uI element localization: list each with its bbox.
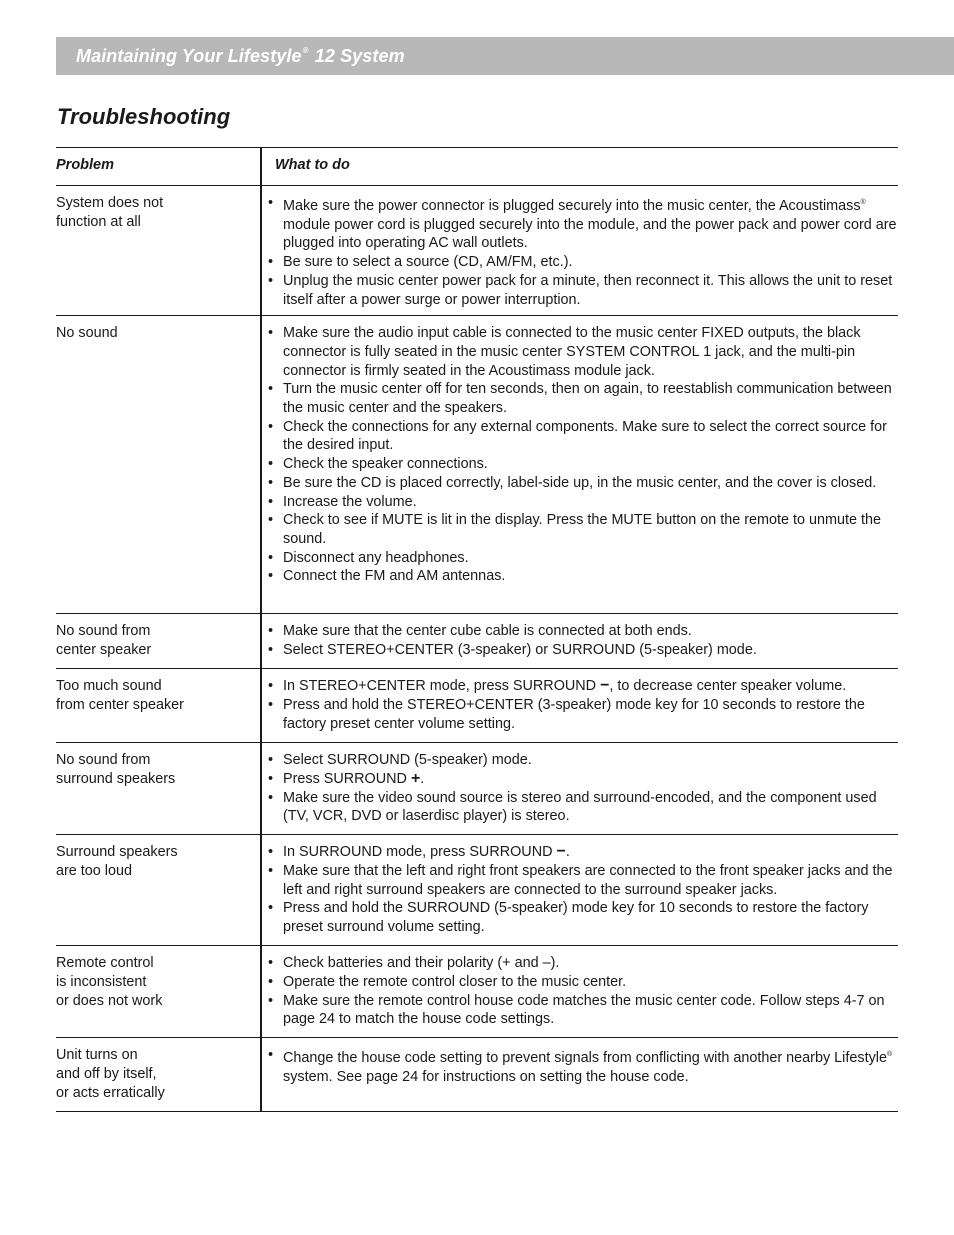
solution-item <box>268 677 898 696</box>
solution-text: Operate the remote control closer to the music center. <box>283 973 627 990</box>
solution-list <box>268 843 898 937</box>
bullet-icon: • <box>268 195 274 211</box>
bullet-icon: • <box>268 493 274 510</box>
page-title: Troubleshooting <box>57 104 231 129</box>
solution-item <box>268 272 898 309</box>
solution-text: system. See page 24 for instructions on setting the house code. <box>283 1068 689 1085</box>
bullet-icon: • <box>268 272 274 289</box>
problem-text: No sound from <box>56 752 151 769</box>
solution-text: Turn the music center off for ten seconds, then on again, to reestablish communication between the music center and the speakers. <box>283 381 892 417</box>
solution-text: Unplug the music center power pack for a minute, then reconnect it. This allows the unit to reset itself after a power surge or power interruption. <box>283 272 893 308</box>
bullet-icon: • <box>268 381 274 398</box>
solution-list <box>268 194 898 309</box>
solution-text: Disconnect any headphones. <box>283 549 469 566</box>
problem-text: surround speakers <box>56 771 176 788</box>
problem-text: center speaker <box>56 642 152 659</box>
solution-text: Be sure the CD is placed correctly, label-side up, in the music center, and the cover is closed. <box>283 474 877 491</box>
solution-list <box>268 1046 898 1086</box>
solution-text: Select STEREO+CENTER (3-speaker) or SURROUND (5-speaker) mode. <box>283 641 757 658</box>
bullet-icon: • <box>268 641 274 658</box>
solution-item <box>268 862 898 899</box>
solution-item <box>268 843 898 862</box>
problem-text: Surround speakers <box>56 844 178 861</box>
solution-text: Make sure that the center cube cable is connected at both ends. <box>283 623 692 640</box>
solution-text: , to decrease center speaker volume. <box>609 678 847 695</box>
bullet-icon: • <box>268 752 274 769</box>
solution-item <box>268 511 898 548</box>
solution-text: Press and hold the STEREO+CENTER (3-speaker) mode key for 10 seconds to restore the factory preset center volume setting. <box>283 696 865 732</box>
table-row <box>56 1038 898 1112</box>
table-row <box>56 946 898 1038</box>
table-row <box>56 614 898 669</box>
problem-text: are too loud <box>56 863 133 880</box>
problem-text: Remote control <box>56 955 154 972</box>
solution-text: Press SURROUND <box>283 770 411 787</box>
troubleshooting-table <box>56 147 898 1112</box>
solution-text: Increase the volume. <box>283 493 417 510</box>
bullet-icon: • <box>268 696 274 713</box>
solution-item <box>268 253 898 272</box>
problem-text: or acts erratically <box>56 1085 165 1102</box>
problem-text: No sound from <box>56 623 151 640</box>
problem-cell <box>56 835 262 945</box>
solution-item <box>268 567 898 586</box>
registered-mark: ® <box>860 199 866 206</box>
solution-text: Press and hold the SURROUND (5-speaker) mode key for 10 seconds to restore the factory preset surround volume setting. <box>283 900 869 936</box>
solution-item <box>268 770 898 789</box>
minus-icon: − <box>556 843 566 861</box>
solution-item <box>268 789 898 826</box>
solution-item <box>268 455 898 474</box>
solution-text: Check batteries and their polarity (+ and –). <box>283 955 560 972</box>
solution-item <box>268 493 898 512</box>
solution-list <box>268 677 898 733</box>
column-header-problem: Problem <box>56 148 262 185</box>
solution-cell <box>262 743 898 834</box>
solution-text: Select SURROUND (5-speaker) mode. <box>283 752 532 769</box>
solution-text: Check to see if MUTE is lit in the display. Press the MUTE button on the remote to unmute the sound. <box>283 512 882 547</box>
header-band <box>56 37 954 75</box>
solution-text: . <box>565 844 570 861</box>
solution-item <box>268 324 898 380</box>
bullet-icon: • <box>268 623 274 640</box>
table-row <box>56 669 898 743</box>
solution-cell <box>262 835 898 945</box>
problem-cell <box>56 186 262 315</box>
table-header-row <box>56 147 898 186</box>
solution-text: In STEREO+CENTER mode, press SURROUND <box>283 678 601 695</box>
solution-item <box>268 992 898 1029</box>
solution-item <box>268 194 898 253</box>
problem-text: System does not <box>56 195 164 211</box>
solution-cell <box>262 1038 898 1111</box>
bullet-icon: • <box>268 992 274 1009</box>
bullet-icon: • <box>268 844 274 861</box>
solution-text: module power cord is plugged securely into the module, and the power pack and power cord are plugged into operating AC wall outlets. <box>283 216 897 252</box>
problem-cell <box>56 743 262 834</box>
problem-cell <box>56 946 262 1037</box>
solution-item <box>268 418 898 455</box>
bullet-icon: • <box>268 418 274 435</box>
solution-cell <box>262 669 898 742</box>
table-row <box>56 835 898 946</box>
bullet-icon: • <box>268 900 274 917</box>
problem-cell <box>56 669 262 742</box>
problem-text: and off by itself, <box>56 1066 157 1083</box>
bullet-icon: • <box>268 789 274 806</box>
solution-item <box>268 474 898 493</box>
bullet-icon: • <box>268 973 274 990</box>
solution-cell <box>262 946 898 1037</box>
plus-icon: + <box>410 769 421 787</box>
solution-item <box>268 549 898 568</box>
problem-text: from center speaker <box>56 697 184 714</box>
problem-cell <box>56 614 262 668</box>
table-body <box>56 186 898 1112</box>
problem-text: Unit turns on <box>56 1047 138 1064</box>
solution-text: Make sure the audio input cable is connected to the music center FIXED outputs, the black connector is fully seated in the music center SYSTEM CONTROL 1 jack, and the multi-pin connector is firmly seated in the Acoustimass module jack. <box>283 325 861 379</box>
solution-text: In SURROUND mode, press SURROUND <box>283 844 557 861</box>
solution-text: Change the house code setting to prevent signals from conflicting with another nearby Lifestyle <box>283 1050 887 1067</box>
solution-text: Be sure to select a source (CD, AM/FM, etc.). <box>283 254 573 271</box>
table-row <box>56 743 898 835</box>
solution-text: Connect the FM and AM antennas. <box>283 568 506 585</box>
bullet-icon: • <box>268 512 274 529</box>
solution-text: Check the connections for any external components. Make sure to select the correct source for the desired input. <box>283 418 887 454</box>
registered-mark: ® <box>302 46 309 55</box>
bullet-icon: • <box>268 770 274 787</box>
problem-cell <box>56 316 262 613</box>
solution-item <box>268 973 898 992</box>
problem-text: No sound <box>56 325 118 342</box>
problem-text: or does not work <box>56 993 163 1010</box>
bullet-icon: • <box>268 254 274 271</box>
solution-item <box>268 641 898 660</box>
bullet-icon: • <box>268 549 274 566</box>
solution-list <box>268 751 898 826</box>
solution-item <box>268 1046 898 1086</box>
bullet-icon: • <box>268 1047 274 1064</box>
solution-item <box>268 380 898 417</box>
bullet-icon: • <box>268 955 274 972</box>
problem-text: is inconsistent <box>56 974 147 991</box>
solution-item <box>268 622 898 641</box>
table-row <box>56 316 898 614</box>
solution-text: Make sure the power connector is plugged securely into the music center, the Acoustimass <box>283 198 861 214</box>
problem-text: function at all <box>56 214 141 230</box>
solution-item <box>268 751 898 770</box>
solution-text: Make sure the video sound source is stereo and surround-encoded, and the component used (TV, VCR, DVD or laserdisc player) is stereo. <box>283 789 877 825</box>
solution-item <box>268 899 898 936</box>
solution-text: Make sure the remote control house code matches the music center code. Follow steps 4-7 on page 24 to match the house code settings. <box>283 992 885 1028</box>
column-header-what-to-do: What to do <box>275 157 350 173</box>
solution-item <box>268 696 898 733</box>
solution-text: Check the speaker connections. <box>283 456 488 473</box>
solution-cell <box>262 316 898 613</box>
solution-text: . <box>420 770 425 787</box>
bullet-icon: • <box>268 456 274 473</box>
solution-list <box>268 954 898 1029</box>
bullet-icon: • <box>268 568 274 585</box>
table-row <box>56 186 898 316</box>
solution-list <box>268 622 898 659</box>
solution-cell <box>262 186 898 315</box>
problem-text: Too much sound <box>56 678 162 695</box>
solution-item <box>268 954 898 973</box>
solution-list <box>268 324 898 586</box>
section-header-title: Maintaining Your Lifestyle® 12 System <box>76 46 405 66</box>
solution-cell <box>262 614 898 668</box>
bullet-icon: • <box>268 325 274 342</box>
bullet-icon: • <box>268 862 274 879</box>
bullet-icon: • <box>268 678 274 695</box>
bullet-icon: • <box>268 474 274 491</box>
solution-text: Make sure that the left and right front speakers are connected to the front speaker jacks and the left and right surround speakers are connected to the surround speaker jacks. <box>283 862 893 898</box>
registered-mark: ® <box>886 1051 893 1059</box>
problem-cell <box>56 1038 262 1111</box>
minus-icon: − <box>600 677 610 695</box>
